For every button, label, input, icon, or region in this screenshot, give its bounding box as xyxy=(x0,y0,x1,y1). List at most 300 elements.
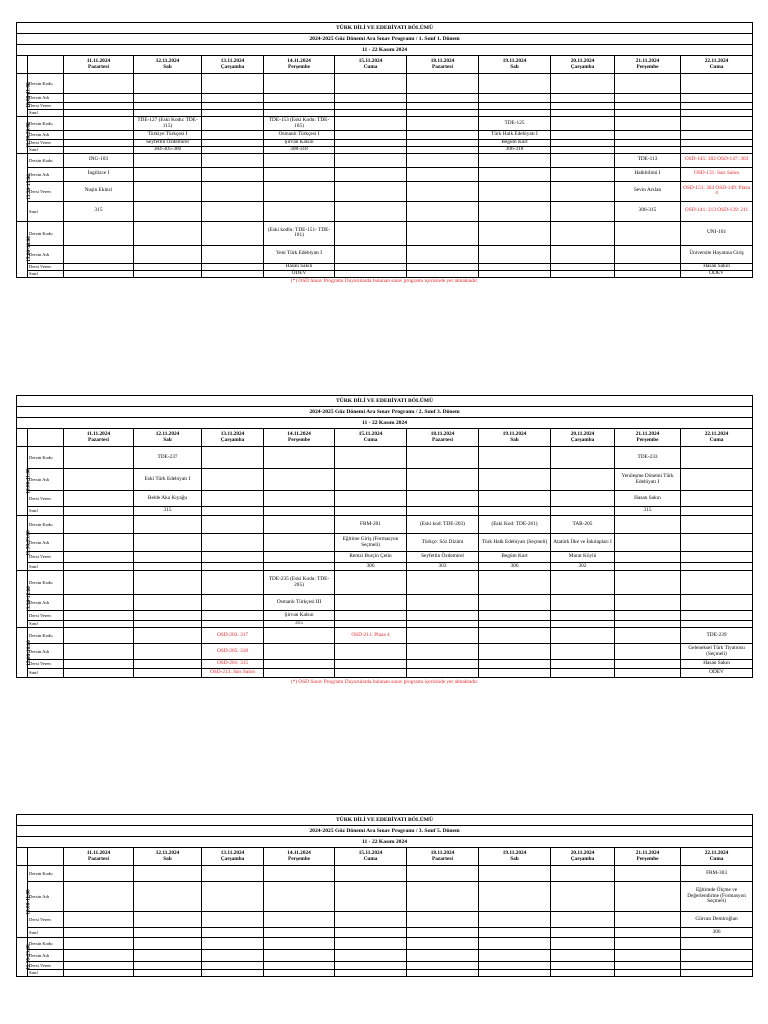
exam-cell xyxy=(681,140,753,147)
exam-cell xyxy=(64,571,134,595)
row-label: Sınıf xyxy=(28,270,64,277)
schedule-row xyxy=(17,167,753,181)
schedule-row xyxy=(17,882,753,912)
exam-cell: 306-315 xyxy=(615,201,681,221)
exam-cell xyxy=(64,469,134,491)
exam-cell xyxy=(407,263,479,270)
exam-cell xyxy=(64,263,134,270)
exam-cell xyxy=(134,912,202,928)
row-label: Dersin Adı xyxy=(28,167,64,181)
exam-cell xyxy=(202,110,264,117)
exam-cell xyxy=(202,153,264,167)
exam-cell xyxy=(407,74,479,94)
exam-cell xyxy=(335,621,407,628)
exam-cell xyxy=(615,660,681,669)
exam-cell: Sevin Arslan xyxy=(615,181,681,201)
exam-cell xyxy=(615,970,681,977)
day-name: Çarşamba xyxy=(570,855,595,862)
exam-cell xyxy=(551,447,615,469)
exam-cell xyxy=(264,534,335,552)
exam-cell xyxy=(479,263,551,270)
exam-cell xyxy=(64,950,134,962)
day-date: 21.11.2024 xyxy=(635,57,660,64)
exam-cell xyxy=(479,938,551,950)
exam-cell xyxy=(407,94,479,103)
exam-cell xyxy=(681,552,753,563)
exam-cell xyxy=(335,660,407,669)
exam-cell: 308-318 xyxy=(264,146,335,153)
exam-cell: Hasan Sakın xyxy=(681,660,753,669)
exam-cell xyxy=(134,153,202,167)
day-date: 20.11.2024 xyxy=(570,430,595,437)
exam-cell xyxy=(681,621,753,628)
exam-cell: TDE-113 xyxy=(615,153,681,167)
exam-cell xyxy=(479,571,551,595)
schedule-row xyxy=(17,153,753,167)
exam-cell: OSD-131: Sarı Salon xyxy=(681,167,753,181)
schedule-row xyxy=(17,571,753,595)
day-date: 13.11.2024 xyxy=(220,57,245,64)
row-label: Dersin Kodu xyxy=(28,117,64,131)
day-date: 14.11.2024 xyxy=(287,57,311,64)
exam-cell: Seyfettin Özdemirel xyxy=(134,140,202,147)
exam-cell xyxy=(407,103,479,110)
exam-cell xyxy=(134,882,202,912)
row-label: Sınıf xyxy=(28,669,64,678)
row-label: Dersin Adı xyxy=(28,534,64,552)
exam-cell xyxy=(64,131,134,140)
exam-cell xyxy=(64,928,134,938)
exam-cell xyxy=(551,938,615,950)
exam-cell xyxy=(479,469,551,491)
day-header xyxy=(551,56,615,74)
exam-cell xyxy=(479,221,551,245)
time-slot-label: 13.30-15.00 xyxy=(25,174,32,201)
exam-cell xyxy=(615,628,681,644)
exam-cell: Belde Aka Kıyağu xyxy=(134,491,202,507)
exam-cell xyxy=(407,660,479,669)
exam-cell xyxy=(64,516,134,534)
exam-cell xyxy=(681,447,753,469)
exam-cell xyxy=(202,221,264,245)
day-name: Salı xyxy=(510,63,519,70)
exam-cell xyxy=(615,263,681,270)
exam-cell xyxy=(551,950,615,962)
exam-cell: OSD-201: 315 xyxy=(202,660,264,669)
exam-cell xyxy=(335,263,407,270)
schedule-row xyxy=(17,74,753,94)
corner-cell xyxy=(17,848,28,866)
exam-cell xyxy=(681,571,753,595)
schedule-title-row xyxy=(17,826,753,837)
exam-cell xyxy=(407,628,479,644)
exam-cell xyxy=(202,491,264,507)
exam-cell xyxy=(551,970,615,977)
exam-cell xyxy=(407,153,479,167)
exam-cell xyxy=(615,882,681,912)
exam-cell xyxy=(551,611,615,621)
exam-cell xyxy=(134,74,202,94)
exam-cell xyxy=(407,447,479,469)
exam-cell: Hasan Sakın xyxy=(681,263,753,270)
exam-cell xyxy=(335,469,407,491)
exam-cell xyxy=(407,270,479,277)
exam-cell xyxy=(64,611,134,621)
exam-cell xyxy=(264,644,335,660)
exam-cell: Osmanlı Türkçesi III xyxy=(264,595,335,611)
department-row xyxy=(17,396,753,407)
exam-cell xyxy=(479,94,551,103)
exam-cell xyxy=(202,950,264,962)
row-label: Dersin Kodu xyxy=(28,866,64,882)
exam-cell: 303 xyxy=(407,563,479,571)
exam-cell xyxy=(407,950,479,962)
row-label: Sınıf xyxy=(28,563,64,571)
exam-cell xyxy=(615,595,681,611)
exam-cell xyxy=(615,669,681,678)
day-date: 14.11.2024 xyxy=(287,430,311,437)
exam-cell xyxy=(202,866,264,882)
exam-cell: Eğitimde Ölçme ve Değerlendirme (Formasyon Seçmeli) xyxy=(681,882,753,912)
row-label: Dersi Veren xyxy=(28,181,64,201)
exam-cell xyxy=(202,469,264,491)
exam-cell: TDE-235 (Eski Kodu: TDE-205) xyxy=(264,571,335,595)
day-header xyxy=(407,848,479,866)
day-header xyxy=(335,56,407,74)
exam-cell xyxy=(407,469,479,491)
schedule-row xyxy=(17,866,753,882)
schedule-row xyxy=(17,611,753,621)
exam-cell xyxy=(479,110,551,117)
exam-cell: Atatürk İlke ve İnkılapları I xyxy=(551,534,615,552)
exam-cell: Halkbilimi I xyxy=(615,167,681,181)
exam-cell: FRM-303 xyxy=(681,866,753,882)
time-slot-label: 15.00-16.00 xyxy=(25,639,32,666)
exam-cell: Eğitime Giriş (Formasyon Seçmeli) xyxy=(335,534,407,552)
day-name: Cuma xyxy=(363,855,378,862)
department-title: TÜRK DİLİ VE EDEBİYATI BÖLÜMÜ xyxy=(17,396,753,407)
schedule-row xyxy=(17,245,753,263)
exam-cell xyxy=(202,552,264,563)
day-header xyxy=(264,429,335,447)
exam-cell xyxy=(407,644,479,660)
schedule-row xyxy=(17,938,753,950)
exam-cell xyxy=(681,103,753,110)
exam-cell xyxy=(64,970,134,977)
time-slot-label: 11.30-13.00 xyxy=(25,944,32,970)
exam-cell xyxy=(134,534,202,552)
exam-cell xyxy=(335,962,407,970)
exam-cell xyxy=(407,245,479,263)
exam-cell xyxy=(551,201,615,221)
exam-cell xyxy=(202,167,264,181)
row-label: Dersin Kodu xyxy=(28,221,64,245)
exam-cell xyxy=(615,534,681,552)
exam-cell xyxy=(615,552,681,563)
day-header xyxy=(134,848,202,866)
exam-cell xyxy=(551,131,615,140)
day-header xyxy=(479,429,551,447)
exam-cell xyxy=(202,146,264,153)
exam-cell xyxy=(407,912,479,928)
day-date: 22.11.2024 xyxy=(704,57,729,64)
exam-cell xyxy=(202,928,264,938)
exam-cell xyxy=(134,928,202,938)
row-label: Sınıf xyxy=(28,146,64,153)
exam-cell xyxy=(134,644,202,660)
exam-cell xyxy=(134,621,202,628)
exam-cell xyxy=(264,447,335,469)
date-range-row xyxy=(17,837,753,848)
day-name: Pazartesi xyxy=(88,855,109,862)
day-header xyxy=(335,848,407,866)
exam-cell xyxy=(264,103,335,110)
exam-cell: 315 xyxy=(64,201,134,221)
exam-cell xyxy=(681,962,753,970)
exam-cell xyxy=(681,491,753,507)
day-header xyxy=(134,429,202,447)
schedule-row xyxy=(17,912,753,928)
exam-cell xyxy=(335,110,407,117)
exam-cell xyxy=(202,621,264,628)
exam-cell xyxy=(681,74,753,94)
day-name: Cuma xyxy=(709,436,724,443)
exam-cell xyxy=(134,552,202,563)
exam-cell xyxy=(615,221,681,245)
exam-cell xyxy=(407,571,479,595)
date-range-row xyxy=(17,45,753,56)
exam-cell xyxy=(551,103,615,110)
exam-cell xyxy=(264,970,335,977)
exam-cell xyxy=(202,270,264,277)
day-date: 15.11.2024 xyxy=(358,57,383,64)
exam-cell: 306 xyxy=(681,928,753,938)
exam-cell xyxy=(615,110,681,117)
exam-cell xyxy=(479,866,551,882)
schedule-row xyxy=(17,962,753,970)
exam-cell xyxy=(335,644,407,660)
exam-cell xyxy=(479,245,551,263)
exam-cell xyxy=(479,201,551,221)
schedule-row xyxy=(17,140,753,147)
exam-cell: 304-305-306 xyxy=(134,146,202,153)
exam-cell xyxy=(615,516,681,534)
exam-cell xyxy=(551,153,615,167)
day-header-row xyxy=(17,848,753,866)
exam-cell xyxy=(64,552,134,563)
exam-cell: ÖDEV xyxy=(681,270,753,277)
exam-cell xyxy=(335,970,407,977)
exam-cell xyxy=(202,181,264,201)
schedule-row xyxy=(17,928,753,938)
schedule-row xyxy=(17,970,753,977)
exam-cell xyxy=(202,563,264,571)
exam-cell xyxy=(681,534,753,552)
exam-cell: Eski Türk Edebiyatı I xyxy=(134,469,202,491)
day-date: 18.11.2024 xyxy=(430,849,455,856)
exam-cell xyxy=(264,928,335,938)
schedule-title: 2024-2025 Güz Dönemi Ara Sınav Programı / 2. Sınıf 3. Dönem xyxy=(17,407,753,418)
day-name: Cuma xyxy=(709,63,724,70)
exam-cell xyxy=(134,270,202,277)
exam-cell: Yeni Türk Edebiyatı I xyxy=(264,245,335,263)
exam-cell: OSD-213: Sarı Salon xyxy=(202,669,264,678)
exam-cell xyxy=(202,140,264,147)
exam-cell xyxy=(64,912,134,928)
exam-cell xyxy=(479,167,551,181)
exam-cell: OSD-203: 317 xyxy=(202,628,264,644)
day-name: Salı xyxy=(163,436,172,443)
row-label: Dersi Veren xyxy=(28,660,64,669)
exam-cell xyxy=(134,962,202,970)
row-label: Dersin Kodu xyxy=(28,516,64,534)
row-label: Dersin Kodu xyxy=(28,571,64,595)
time-slot xyxy=(17,516,32,571)
exam-cell xyxy=(264,167,335,181)
day-date: 12.11.2024 xyxy=(155,57,180,64)
exam-cell: ÖDEV xyxy=(264,270,335,277)
exam-cell xyxy=(64,74,134,94)
exam-cell xyxy=(681,938,753,950)
exam-cell xyxy=(202,534,264,552)
exam-cell xyxy=(479,628,551,644)
exam-cell xyxy=(264,201,335,221)
day-date: 11.11.2024 xyxy=(86,430,111,437)
exam-cell xyxy=(551,245,615,263)
row-label: Sınıf xyxy=(28,110,64,117)
exam-cell: Osmanlı Türkçesi I xyxy=(264,131,335,140)
exam-cell: Gürcan Demiroğlan xyxy=(681,912,753,928)
day-header-row xyxy=(17,429,753,447)
exam-cell xyxy=(264,563,335,571)
exam-cell xyxy=(335,94,407,103)
time-slot xyxy=(17,74,32,117)
exam-cell: UNI-101 xyxy=(681,221,753,245)
exam-cell xyxy=(551,962,615,970)
exam-cell: Hasan Sakın xyxy=(615,491,681,507)
schedule-row xyxy=(17,447,753,469)
exam-cell xyxy=(202,131,264,140)
day-name: Salı xyxy=(510,436,519,443)
exam-cell xyxy=(264,628,335,644)
schedule-row xyxy=(17,270,753,277)
exam-cell xyxy=(335,245,407,263)
exam-cell: Şirvan Kalsın xyxy=(264,611,335,621)
exam-cell xyxy=(134,938,202,950)
exam-cell xyxy=(551,660,615,669)
exam-cell xyxy=(335,146,407,153)
exam-cell: Yenileşme Dönemi Türk Edebiyatı I xyxy=(615,469,681,491)
schedule-table-2 xyxy=(16,395,753,687)
day-name: Salı xyxy=(163,855,172,862)
exam-cell xyxy=(264,552,335,563)
exam-cell xyxy=(264,94,335,103)
exam-cell xyxy=(202,571,264,595)
exam-cell xyxy=(202,74,264,94)
exam-cell xyxy=(681,611,753,621)
exam-cell: 315 xyxy=(264,621,335,628)
exam-cell: Üniversite Hayatına Giriş xyxy=(681,245,753,263)
exam-cell xyxy=(551,507,615,516)
exam-cell xyxy=(64,534,134,552)
exam-cell: Murat Köylü xyxy=(551,552,615,563)
exam-cell xyxy=(407,117,479,131)
exam-cell xyxy=(615,245,681,263)
exam-cell xyxy=(134,628,202,644)
exam-cell xyxy=(681,110,753,117)
day-name: Perşembe xyxy=(636,63,659,70)
day-header xyxy=(551,429,615,447)
day-header xyxy=(681,848,753,866)
exam-cell xyxy=(64,595,134,611)
exam-cell xyxy=(551,167,615,181)
day-date: 22.11.2024 xyxy=(704,849,729,856)
exam-cell xyxy=(264,866,335,882)
exam-cell: Begüm Kurt xyxy=(479,552,551,563)
time-slot xyxy=(17,221,32,277)
exam-cell xyxy=(479,74,551,94)
exam-cell: TDE-233 xyxy=(615,447,681,469)
day-name: Perşembe xyxy=(636,855,659,862)
exam-cell xyxy=(134,245,202,263)
corner-cell xyxy=(28,56,64,74)
row-label: Dersin Kodu xyxy=(28,153,64,167)
schedule-row xyxy=(17,146,753,153)
exam-cell xyxy=(407,962,479,970)
exam-cell xyxy=(202,970,264,977)
row-label: Dersi Veren xyxy=(28,140,64,147)
row-label: Dersin Adı xyxy=(28,644,64,660)
exam-cell xyxy=(335,950,407,962)
exam-cell xyxy=(551,571,615,595)
exam-cell xyxy=(479,507,551,516)
exam-cell xyxy=(264,469,335,491)
day-name: Pazartesi xyxy=(432,63,453,70)
exam-cell xyxy=(335,167,407,181)
date-range-row xyxy=(17,418,753,429)
time-slot xyxy=(17,938,32,977)
day-name: Çarşamba xyxy=(220,436,245,443)
exam-cell xyxy=(134,660,202,669)
note-row xyxy=(17,277,753,287)
exam-cell xyxy=(551,117,615,131)
corner-cell xyxy=(17,56,28,74)
exam-cell xyxy=(335,595,407,611)
exam-cell: Remzi Burçin Çetin xyxy=(335,552,407,563)
exam-cell xyxy=(407,146,479,153)
exam-cell xyxy=(615,103,681,110)
day-header xyxy=(551,848,615,866)
exam-cell xyxy=(335,447,407,469)
exam-cell xyxy=(551,146,615,153)
schedule-row xyxy=(17,563,753,571)
day-header xyxy=(615,429,681,447)
exam-cell xyxy=(479,962,551,970)
schedule-row xyxy=(17,621,753,628)
exam-cell xyxy=(264,181,335,201)
exam-cell xyxy=(615,270,681,277)
exam-cell xyxy=(64,103,134,110)
schedule-row xyxy=(17,534,753,552)
exam-cell xyxy=(64,140,134,147)
schedule-row xyxy=(17,660,753,669)
exam-cell xyxy=(335,491,407,507)
exam-cell xyxy=(681,950,753,962)
exam-cell xyxy=(479,912,551,928)
exam-cell xyxy=(335,938,407,950)
corner-cell xyxy=(28,429,64,447)
exam-cell xyxy=(134,181,202,201)
